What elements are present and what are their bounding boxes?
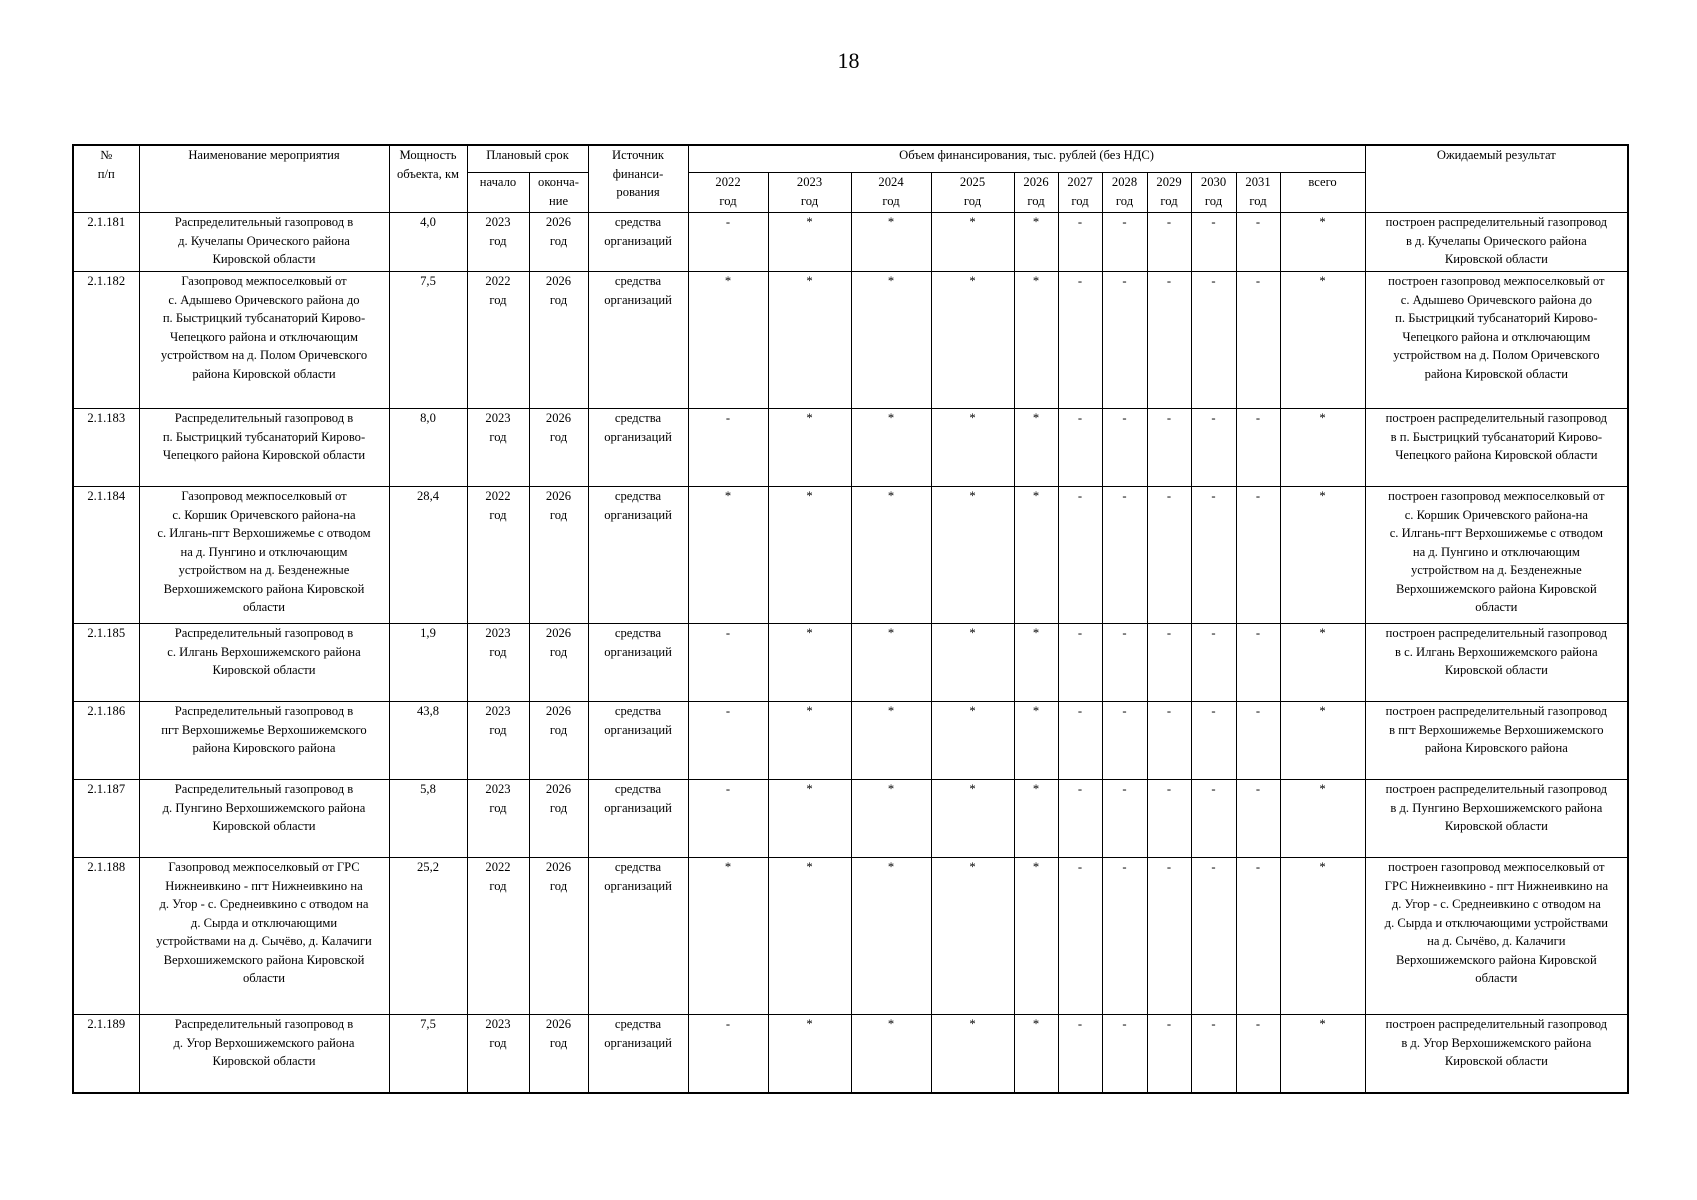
- row-source: средства организаций: [588, 858, 688, 1015]
- row-year-value: -: [1191, 780, 1236, 858]
- row-start: 2023 год: [467, 624, 529, 702]
- row-end: 2026 год: [529, 702, 588, 780]
- header-year: 2023 год: [768, 173, 851, 213]
- row-year-value: -: [1147, 409, 1191, 487]
- row-capacity: 43,8: [389, 702, 467, 780]
- row-year-value: *: [1014, 409, 1058, 487]
- row-year-value: *: [931, 1015, 1014, 1093]
- row-year-value: -: [1236, 780, 1280, 858]
- row-year-value: *: [1014, 487, 1058, 624]
- row-result: построен распределительный газопровод в д. Угор Верхошижемского района Кировской области: [1365, 1015, 1628, 1093]
- row-year-value: *: [851, 487, 931, 624]
- table-body: [73, 213, 1628, 1093]
- row-capacity: 7,5: [389, 272, 467, 409]
- row-year-value: *: [1014, 272, 1058, 409]
- row-capacity: 8,0: [389, 409, 467, 487]
- row-year-value: -: [1147, 213, 1191, 272]
- header-year: 2028 год: [1102, 173, 1147, 213]
- row-year-value: -: [1058, 487, 1102, 624]
- row-number: 2.1.184: [73, 487, 139, 624]
- row-year-value: *: [1014, 624, 1058, 702]
- row-result: построен распределительный газопровод в д. Кучелапы Орического района Кировской области: [1365, 213, 1628, 272]
- row-capacity: 25,2: [389, 858, 467, 1015]
- row-year-value: -: [1102, 1015, 1147, 1093]
- row-year-value: *: [931, 858, 1014, 1015]
- row-number: 2.1.181: [73, 213, 139, 272]
- row-capacity: 4,0: [389, 213, 467, 272]
- row-year-value: *: [768, 780, 851, 858]
- header-year: 2022 год: [688, 173, 768, 213]
- row-capacity: 5,8: [389, 780, 467, 858]
- row-capacity: 28,4: [389, 487, 467, 624]
- table-row: [73, 487, 1628, 624]
- row-result: построен распределительный газопровод в с. Илгань Верхошижемского района Кировской области: [1365, 624, 1628, 702]
- row-year-value: -: [1147, 780, 1191, 858]
- row-year-value: -: [1058, 1015, 1102, 1093]
- row-year-value: -: [1058, 624, 1102, 702]
- row-year-value: -: [688, 780, 768, 858]
- row-end: 2026 год: [529, 858, 588, 1015]
- row-year-value: *: [851, 624, 931, 702]
- row-name: Газопровод межпоселковый от с. Адышево Оричевского района до п. Быстрицкий тубсанаторий Кирово- Чепецкого района и отключающим устройством на д. Полом Оричевского района Кировской области: [139, 272, 389, 409]
- header-year: 2024 год: [851, 173, 931, 213]
- row-result: построен распределительный газопровод в пгт Верхошижемье Верхошижемского района Кировского района: [1365, 702, 1628, 780]
- header-year: 2025 год: [931, 173, 1014, 213]
- row-year-value: -: [1102, 702, 1147, 780]
- row-year-value: -: [1191, 409, 1236, 487]
- row-year-value: -: [1102, 272, 1147, 409]
- table-row: [73, 213, 1628, 272]
- row-year-value: -: [1191, 1015, 1236, 1093]
- header-planned-term: Плановый срок: [467, 145, 588, 173]
- row-result: построен газопровод межпоселковый от с. Коршик Оричевского района-на с. Илгань-пгт Верхошижемье с отводом на д. Пунгино и отключающим устройством на д. Безденежные Верхошижемского района Кировской области: [1365, 487, 1628, 624]
- row-result: построен газопровод межпоселковый от с. Адышево Оричевского района до п. Быстрицкий тубсанаторий Кирово- Чепецкого района и отключающим устройством на д. Полом Оричевского района Кировской области: [1365, 272, 1628, 409]
- row-year-value: -: [1191, 213, 1236, 272]
- row-number: 2.1.186: [73, 702, 139, 780]
- row-source: средства организаций: [588, 1015, 688, 1093]
- row-year-value: *: [1014, 858, 1058, 1015]
- table-row: [73, 409, 1628, 487]
- header-capacity: Мощность объекта, км: [389, 145, 467, 213]
- row-start: 2023 год: [467, 213, 529, 272]
- row-source: средства организаций: [588, 213, 688, 272]
- row-number: 2.1.183: [73, 409, 139, 487]
- row-source: средства организаций: [588, 409, 688, 487]
- header-result: Ожидаемый результат: [1365, 145, 1628, 213]
- row-year-value: -: [1147, 487, 1191, 624]
- row-year-value: *: [931, 780, 1014, 858]
- row-year-value: -: [1147, 624, 1191, 702]
- row-capacity: 1,9: [389, 624, 467, 702]
- row-start: 2023 год: [467, 1015, 529, 1093]
- row-year-value: *: [1014, 213, 1058, 272]
- row-name: Распределительный газопровод в д. Пунгино Верхошижемского района Кировской области: [139, 780, 389, 858]
- header-year: 2026 год: [1014, 173, 1058, 213]
- row-year-value: -: [1102, 487, 1147, 624]
- row-year-value: *: [768, 624, 851, 702]
- row-name: Распределительный газопровод в с. Илгань Верхошижемского района Кировской области: [139, 624, 389, 702]
- row-total: *: [1280, 1015, 1365, 1093]
- row-end: 2026 год: [529, 213, 588, 272]
- row-result: построен газопровод межпоселковый от ГРС Нижнеивкино - пгт Нижнеивкино на д. Угор - с. Среднеивкино с отводом на д. Сырда и отключающими устройствами на д. Сычёво, д. Калачиги Верхошижемского района Кировской области: [1365, 858, 1628, 1015]
- row-capacity: 7,5: [389, 1015, 467, 1093]
- row-year-value: *: [931, 702, 1014, 780]
- row-source: средства организаций: [588, 624, 688, 702]
- row-year-value: -: [1191, 858, 1236, 1015]
- row-end: 2026 год: [529, 409, 588, 487]
- header-year: 2031 год: [1236, 173, 1280, 213]
- row-start: 2023 год: [467, 780, 529, 858]
- row-year-value: -: [1236, 213, 1280, 272]
- row-year-value: -: [688, 624, 768, 702]
- row-number: 2.1.182: [73, 272, 139, 409]
- row-year-value: *: [851, 213, 931, 272]
- row-year-value: *: [851, 409, 931, 487]
- row-year-value: -: [1102, 858, 1147, 1015]
- row-start: 2022 год: [467, 858, 529, 1015]
- row-total: *: [1280, 213, 1365, 272]
- row-year-value: -: [1102, 409, 1147, 487]
- row-year-value: *: [768, 213, 851, 272]
- row-end: 2026 год: [529, 780, 588, 858]
- table-row: [73, 1015, 1628, 1093]
- row-year-value: -: [1191, 272, 1236, 409]
- row-year-value: *: [768, 409, 851, 487]
- row-year-value: *: [931, 624, 1014, 702]
- row-end: 2026 год: [529, 1015, 588, 1093]
- row-name: Газопровод межпоселковый от с. Коршик Оричевского района-на с. Илгань-пгт Верхошижемье с отводом на д. Пунгино и отключающим устройством на д. Безденежные Верхошижемского района Кировской области: [139, 487, 389, 624]
- row-result: построен распределительный газопровод в д. Пунгино Верхошижемского района Кировской области: [1365, 780, 1628, 858]
- row-year-value: -: [1058, 213, 1102, 272]
- row-year-value: *: [851, 702, 931, 780]
- header-year: 2027 год: [1058, 173, 1102, 213]
- row-year-value: *: [688, 272, 768, 409]
- table-row: [73, 272, 1628, 409]
- row-year-value: -: [1236, 1015, 1280, 1093]
- row-number: 2.1.189: [73, 1015, 139, 1093]
- row-year-value: *: [931, 272, 1014, 409]
- page-number: 18: [837, 48, 860, 73]
- row-year-value: *: [851, 1015, 931, 1093]
- row-source: средства организаций: [588, 487, 688, 624]
- header-number: № п/п: [73, 145, 139, 213]
- row-year-value: -: [688, 1015, 768, 1093]
- row-year-value: -: [688, 702, 768, 780]
- row-year-value: -: [1102, 624, 1147, 702]
- row-number: 2.1.185: [73, 624, 139, 702]
- row-year-value: *: [768, 487, 851, 624]
- row-start: 2022 год: [467, 272, 529, 409]
- row-year-value: -: [1058, 702, 1102, 780]
- row-start: 2023 год: [467, 409, 529, 487]
- row-year-value: -: [688, 409, 768, 487]
- row-year-value: *: [688, 487, 768, 624]
- row-year-value: -: [1058, 409, 1102, 487]
- row-total: *: [1280, 624, 1365, 702]
- header-total: всего: [1280, 173, 1365, 213]
- header-year: 2030 год: [1191, 173, 1236, 213]
- row-start: 2023 год: [467, 702, 529, 780]
- row-result: построен распределительный газопровод в п. Быстрицкий тубсанаторий Кирово- Чепецкого района Кировской области: [1365, 409, 1628, 487]
- row-year-value: *: [1014, 702, 1058, 780]
- row-end: 2026 год: [529, 624, 588, 702]
- row-year-value: *: [768, 1015, 851, 1093]
- row-total: *: [1280, 272, 1365, 409]
- row-year-value: *: [931, 213, 1014, 272]
- row-year-value: *: [931, 409, 1014, 487]
- row-year-value: -: [1102, 780, 1147, 858]
- row-year-value: -: [1147, 858, 1191, 1015]
- header-funding: Объем финансирования, тыс. рублей (без НДС): [688, 145, 1365, 173]
- header-year: 2029 год: [1147, 173, 1191, 213]
- row-end: 2026 год: [529, 272, 588, 409]
- header-end: оконча- ние: [529, 173, 588, 213]
- row-year-value: -: [1236, 487, 1280, 624]
- row-year-value: -: [1191, 487, 1236, 624]
- header-source: Источник финанси- рования: [588, 145, 688, 213]
- row-year-value: -: [1058, 780, 1102, 858]
- row-year-value: -: [688, 213, 768, 272]
- row-year-value: -: [1236, 409, 1280, 487]
- row-source: средства организаций: [588, 272, 688, 409]
- row-name: Газопровод межпоселковый от ГРС Нижнеивкино - пгт Нижнеивкино на д. Угор - с. Среднеивкино с отводом на д. Сырда и отключающими устройствами на д. Сычёво, д. Калачиги Верхошижемского района Кировской области: [139, 858, 389, 1015]
- row-name: Распределительный газопровод в п. Быстрицкий тубсанаторий Кирово- Чепецкого района Кировской области: [139, 409, 389, 487]
- row-year-value: -: [1191, 702, 1236, 780]
- row-total: *: [1280, 702, 1365, 780]
- header-name: Наименование мероприятия: [139, 145, 389, 213]
- table-row: [73, 780, 1628, 858]
- row-source: средства организаций: [588, 702, 688, 780]
- row-total: *: [1280, 858, 1365, 1015]
- row-year-value: *: [1014, 1015, 1058, 1093]
- table-row: [73, 624, 1628, 702]
- row-year-value: -: [1058, 272, 1102, 409]
- row-total: *: [1280, 780, 1365, 858]
- row-year-value: -: [1236, 702, 1280, 780]
- row-year-value: -: [1191, 624, 1236, 702]
- row-year-value: -: [1236, 272, 1280, 409]
- row-year-value: -: [1236, 858, 1280, 1015]
- row-total: *: [1280, 409, 1365, 487]
- row-year-value: -: [1147, 702, 1191, 780]
- table-row: [73, 702, 1628, 780]
- row-year-value: *: [931, 487, 1014, 624]
- row-source: средства организаций: [588, 780, 688, 858]
- row-year-value: -: [1058, 858, 1102, 1015]
- row-year-value: *: [688, 858, 768, 1015]
- row-name: Распределительный газопровод в пгт Верхошижемье Верхошижемского района Кировского района: [139, 702, 389, 780]
- row-year-value: *: [851, 858, 931, 1015]
- row-year-value: *: [768, 702, 851, 780]
- row-start: 2022 год: [467, 487, 529, 624]
- row-year-value: -: [1236, 624, 1280, 702]
- header-start: начало: [467, 173, 529, 213]
- row-number: 2.1.188: [73, 858, 139, 1015]
- row-year-value: *: [768, 272, 851, 409]
- row-name: Распределительный газопровод в д. Угор Верхошижемского района Кировской области: [139, 1015, 389, 1093]
- row-year-value: -: [1147, 1015, 1191, 1093]
- row-name: Распределительный газопровод в д. Кучелапы Орического района Кировской области: [139, 213, 389, 272]
- row-total: *: [1280, 487, 1365, 624]
- row-year-value: *: [768, 858, 851, 1015]
- row-year-value: -: [1102, 213, 1147, 272]
- row-year-value: -: [1147, 272, 1191, 409]
- table-row: [73, 858, 1628, 1015]
- row-end: 2026 год: [529, 487, 588, 624]
- row-year-value: *: [851, 780, 931, 858]
- row-year-value: *: [1014, 780, 1058, 858]
- row-number: 2.1.187: [73, 780, 139, 858]
- row-year-value: *: [851, 272, 931, 409]
- funding-plan-table: [72, 144, 1629, 1094]
